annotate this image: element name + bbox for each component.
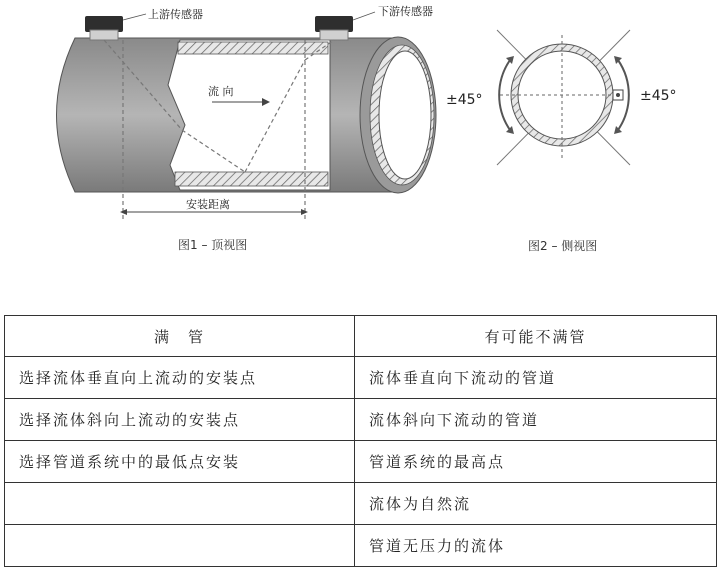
- table-cell: 管道无压力的流体: [355, 525, 717, 567]
- table-row: [5, 357, 717, 399]
- table-header-row: [5, 316, 717, 357]
- table-cell: 选择管道系统中的最低点安装: [5, 441, 355, 483]
- table-cell: 流体垂直向下流动的管道: [355, 357, 717, 399]
- angle-right-label: ±45°: [640, 88, 677, 104]
- table-cell: [5, 525, 355, 567]
- table-cell: 选择流体斜向上流动的安装点: [5, 399, 355, 441]
- table-row: [5, 441, 717, 483]
- table-cell: 选择流体垂直向上流动的安装点: [5, 357, 355, 399]
- installation-comparison-table: [4, 315, 717, 567]
- table-row: [5, 399, 717, 441]
- table-row: [5, 483, 717, 525]
- table-cell: 管道系统的最高点: [355, 441, 717, 483]
- downstream-sensor-label: 下游传感器: [378, 5, 433, 18]
- table-cell: 流体为自然流: [355, 483, 717, 525]
- figure2-caption: 图2 – 侧视图: [528, 239, 598, 253]
- install-distance-label: 安装距离: [186, 198, 230, 211]
- header-full-pipe: 满 管: [5, 316, 355, 357]
- table-row: [5, 525, 717, 567]
- flow-direction-label: 流 向: [208, 85, 234, 98]
- pipe-side-view: [497, 30, 630, 165]
- header-possibly-not-full: 有可能不满管: [355, 316, 717, 357]
- downstream-sensor: [315, 16, 353, 40]
- table-cell: [5, 483, 355, 525]
- upstream-sensor-label: 上游传感器: [148, 8, 203, 21]
- table-cell: 流体斜向下流动的管道: [355, 399, 717, 441]
- upstream-sensor: [85, 16, 123, 40]
- angle-left-label: ±45°: [446, 92, 483, 108]
- figure1-caption: 图1 – 顶视图: [178, 238, 248, 252]
